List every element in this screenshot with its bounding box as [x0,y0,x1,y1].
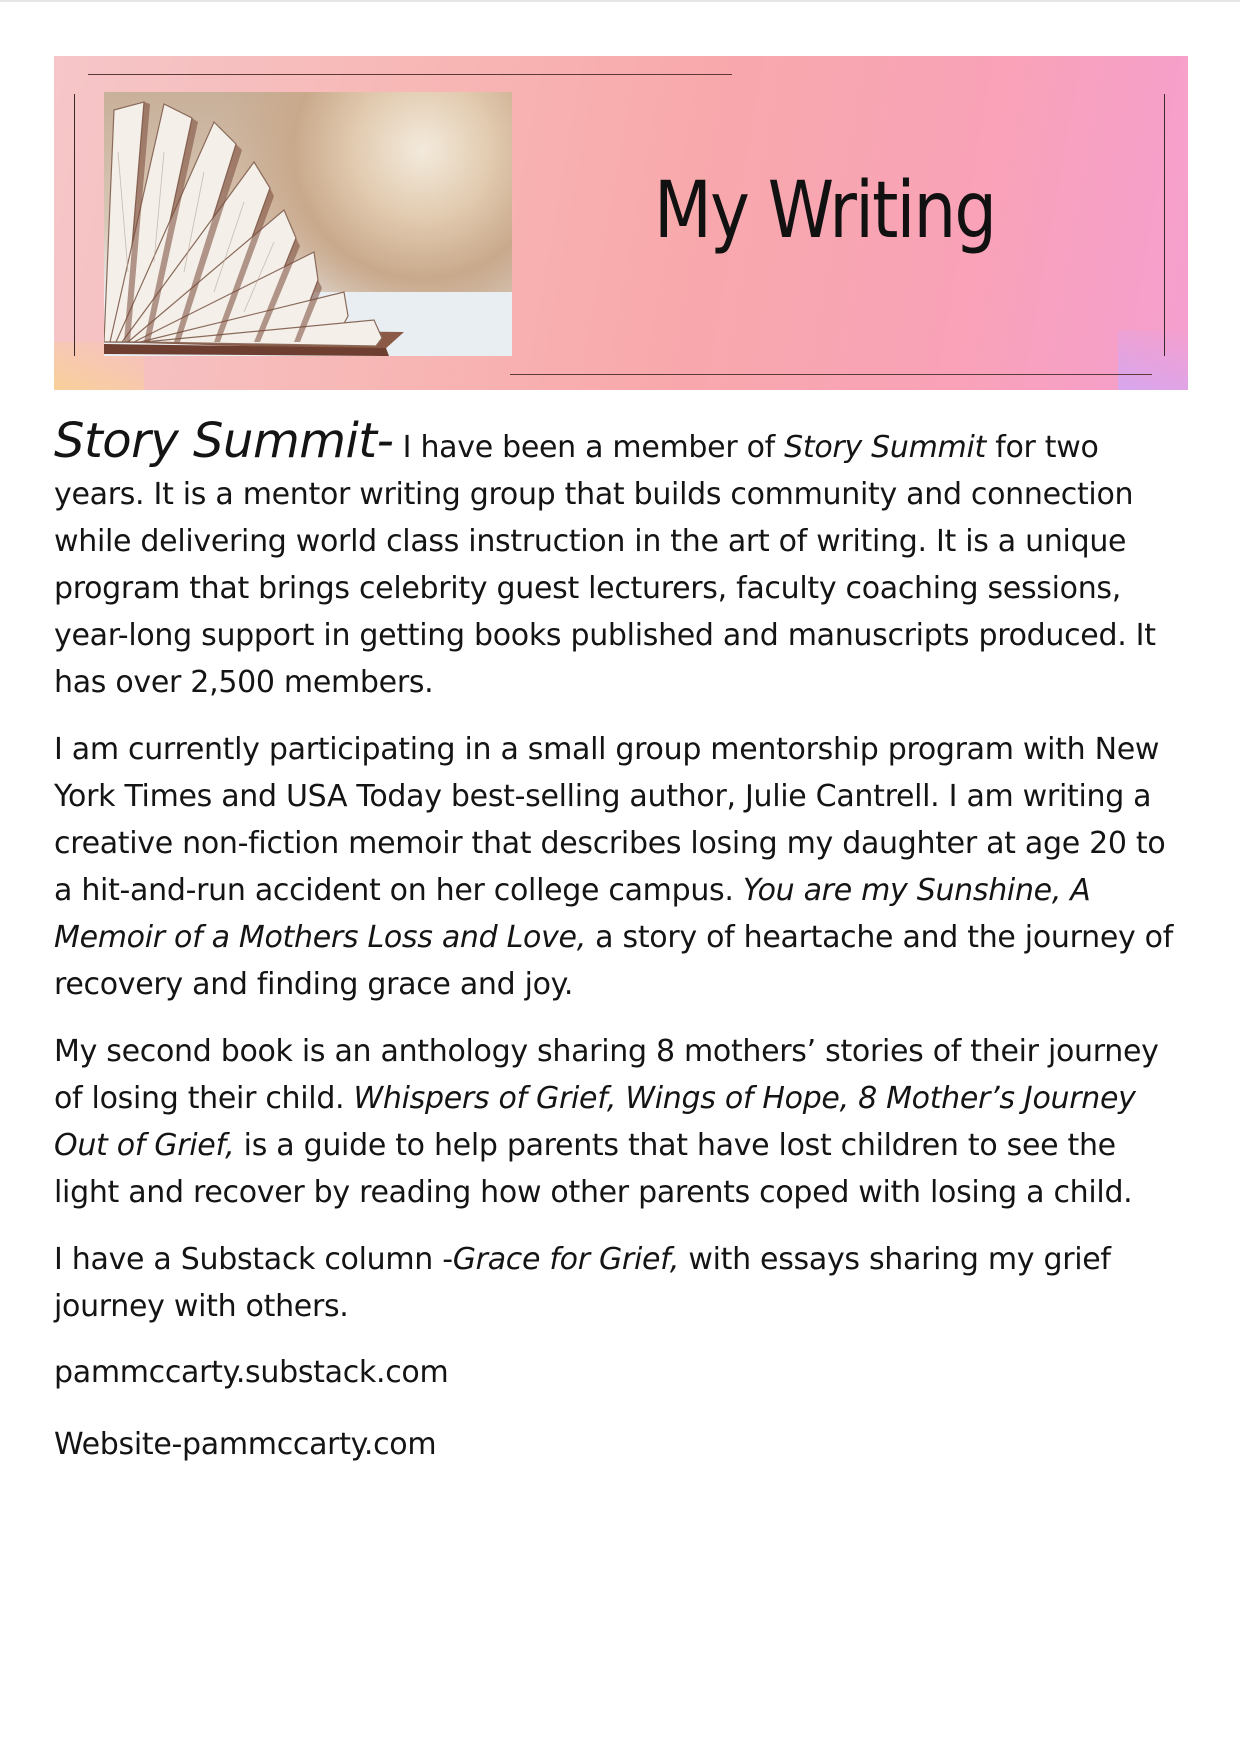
story-summit-title: Story Summit [784,430,986,465]
memoir-title: You are my Sunshine, A Memoir of a Mothers Loss and Love, [54,873,1091,955]
banner-line-bottom [510,374,1152,375]
memoir-paragraph [54,726,1188,1008]
story-summit-lead: Story Summit- [54,413,394,469]
substack-paragraph [54,1236,1188,1330]
substack-link[interactable]: pammccarty.substack.com [54,1355,449,1390]
banner-line-top [88,74,732,75]
paragraph-text: My second book is an anthology sharing 8 mothers’ stories of their journey of losing their child. [54,1034,1159,1116]
paragraph-text: a story of heartache and the journey of recovery and finding grace and joy. [54,920,1173,1002]
banner-corner-accent-right [1118,330,1188,390]
top-divider [0,0,1240,2]
paragraph-text: for two years. It is a mentor writing group that builds community and connection while delivering world class instruction in the art of writing. It is a unique program that brings celebrity guest lecturers, faculty coaching sessions, year-long support in getting books published and manuscripts produced. It has over 2,500 members. [54,430,1156,700]
header-banner [54,56,1188,390]
writing-content [54,413,1188,1494]
story-summit-paragraph [54,413,1188,706]
paragraph-text: I am currently participating in a small group mentorship program with New York Times and USA Today best-selling author, Julie Cantrell. I am writing a creative non-fiction memoir that describes losing my daughter at age 20 to a hit-and-run accident on her college campus. [54,732,1166,908]
website-link[interactable]: Website-pammccarty.com [54,1427,437,1462]
anthology-paragraph [54,1028,1188,1216]
open-book-image [104,92,512,356]
paragraph-text: with essays sharing my grief journey with others. [54,1242,1111,1324]
paragraph-text: I have been a member of [393,430,785,465]
page-title: My Writing [654,166,996,256]
banner-line-right [1164,94,1165,356]
anthology-title: Whispers of Grief, Wings of Hope, 8 Mother’s Journey Out of Grief, [54,1081,1136,1163]
banner-line-left [74,94,75,356]
paragraph-text: I have a Substack column - [54,1242,453,1277]
paragraph-text: is a guide to help parents that have lost children to see the light and recover by reading how other parents coped with losing a child. [54,1128,1133,1210]
substack-column-title: Grace for Grief, [452,1242,680,1277]
